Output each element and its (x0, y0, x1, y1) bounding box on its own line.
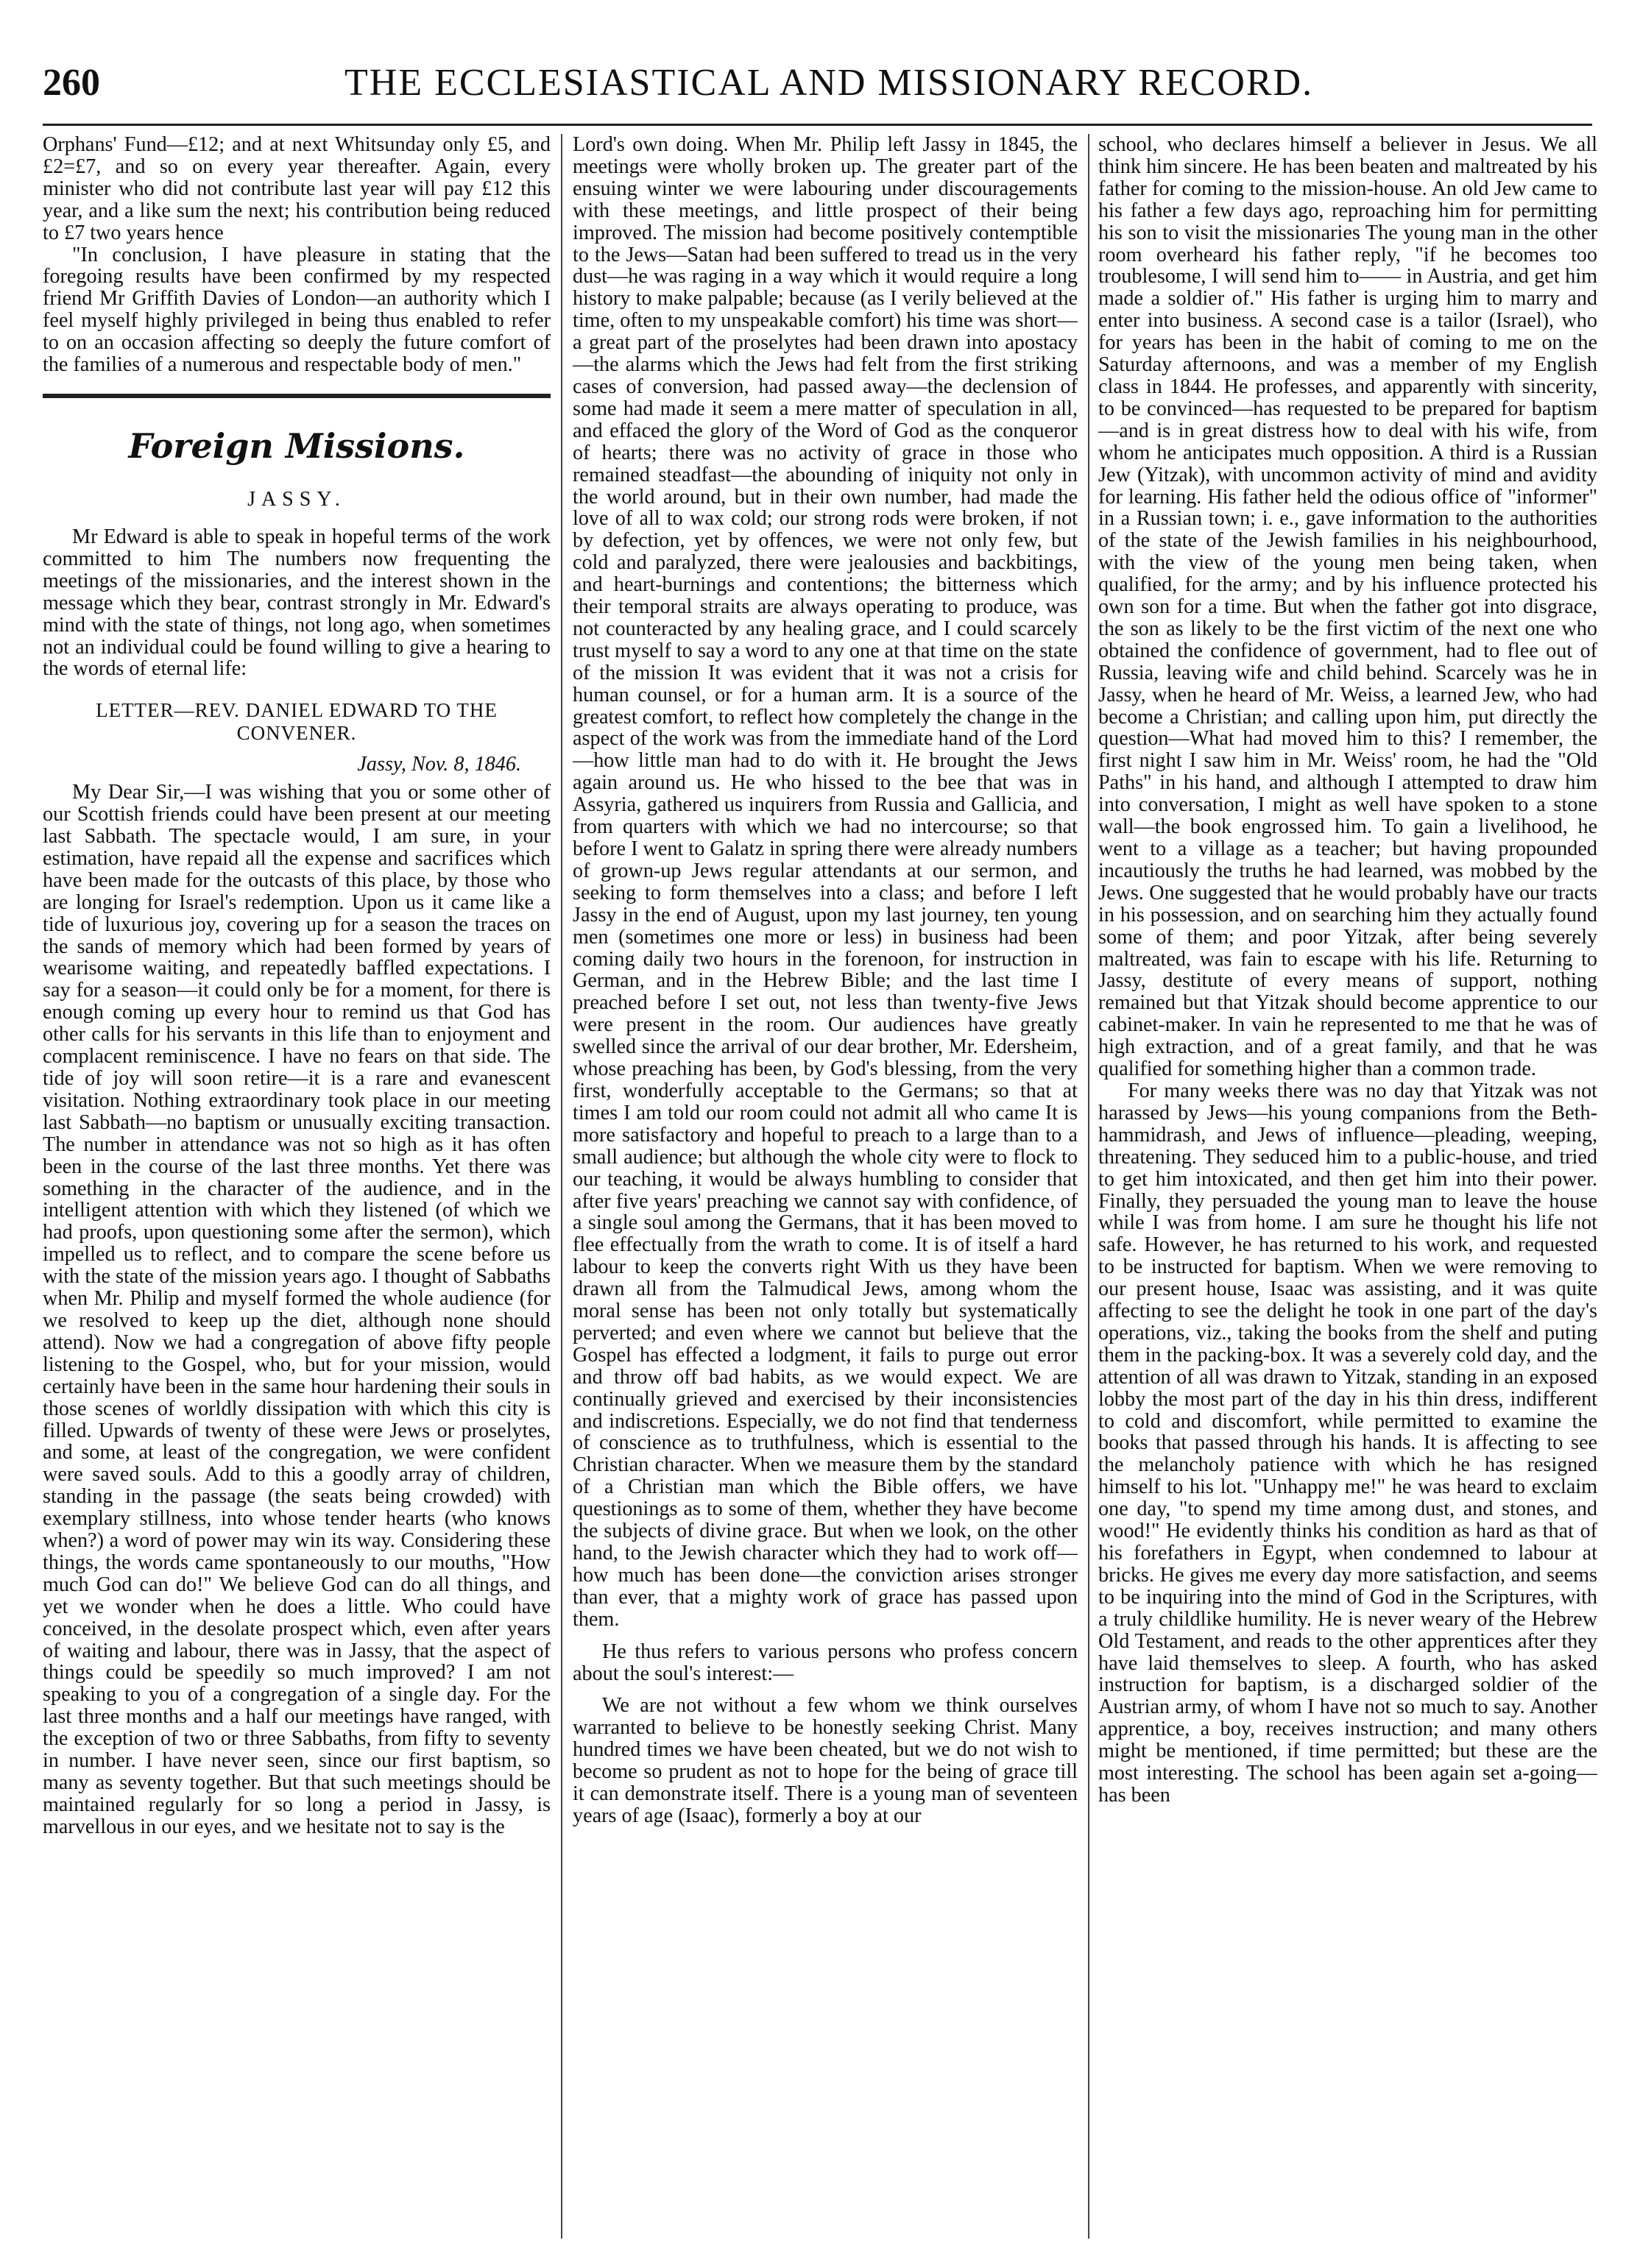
paragraph: "In conclusion, I have pleasure in stating that the foregoing results have been confirmed by my respected friend Mr Griffith Davies of London—an authority which I feel myself highly privileged in being thus enabled to refer to on an occasion affecting so deeply the future comfort of the families of a numerous and respectable body of men." (43, 243, 551, 377)
letter-heading: LETTER—REV. DANIEL EDWARD TO THE CONVENER. (96, 699, 498, 745)
column-1 (43, 134, 551, 2246)
column-divider (1088, 134, 1089, 2239)
paragraph: He thus refers to various persons who profess concern about the soul's interest:— (573, 1640, 1078, 1685)
column-2 (573, 134, 1078, 2246)
page-header (43, 57, 1592, 116)
header-rule (43, 124, 1592, 126)
column-divider (561, 134, 562, 2239)
paragraph: Mr Edward is able to speak in hopeful terms of the work committed to him The numbers now frequenting the meetings of the missionaries, and the interest shown in the message which they bear, contrast strongly in Mr. Edward's mind with the state of things, not long ago, when sometimes not an individual could be found willing to give a hearing to the words of eternal life: (43, 525, 551, 681)
column-3 (1098, 134, 1597, 2246)
section-rule (43, 394, 551, 398)
paragraph: school, who declares himself a believer in Jesus. We all think him sincere. He has been beaten and maltreated by his father for coming to the mission-house. An old Jew came to his father a few days ago, reproaching him for permitting his son to visit the missionaries The young man in the other room overheard his father reply, "if he becomes too troublesome, I will send him to—— in Austria, and get him made a soldier of." His father is urging him to marry and enter into business. A second case is a tailor (Israel), who for years has been in the habit of coming to me on the Saturday afternoons, and was a member of my English class in 1844. He professes, and apparently with sincerity, to be convinced—has requested to be prepared for baptism—and is in great distress how to deal with his wife, from whom he anticipates much opposition. A third is a Russian Jew (Yitzak), with uncommon activity of mind and avidity for learning. His father held the odious office of "informer" in a Russian town; i. e., gave information to the authorities of the state of the Jewish families in his neighbourhood, with the view of the young men being taken, when qualified, for the army; and by his influence protected his own son for a time. But when the father got into disgrace, the son as likely to be the first victim of the next one who obtained the confidence of government, had to flee out of Russia, leaving wife and child behind. Scarcely was he in Jassy, when he heard of Mr. Weiss, a learned Jew, who had become a Christian; and calling upon him, put directly the question—What had moved him to this? I remember, the first night I saw him in Mr. Weiss' room, he had the "Old Paths" in his hand, and although I attempted to draw him into conversation, I might as well have spoken to a stone wall—the book engrossed him. To gain a livelihood, he went to a village as a teacher; but having propounded incautiously the truths he had learned, was mobbed by the Jews. One suggested that he would probably have our tracts in his possession, and on searching him they actually found some of them; and poor Yitzak, after being severely maltreated, was fain to escape with his life. Returning to Jassy, destitute of every means of support, nothing remained but that Yitzak should become apprentice to our cabinet-maker. In vain he represented to me that he was of high extraction, and of a great family, and that he was qualified for something higher than a common trade. (1098, 134, 1597, 1081)
page-number: 260 (43, 62, 100, 104)
paragraph: Lord's own doing. When Mr. Philip left Jassy in 1845, the meetings were wholly broken up. The greater part of the ensuing winter we were labouring under discouragements with these meetings, and little prospect of their being improved. The mission had become positively contemptible to the Jews—Satan had been suffered to tread us in the very dust—he was raging in a way which it would require a long history to make palpable; because (as I verily believed at the time, often to my unspeakable comfort) his time was short—a great part of the proselytes had been drawn into apostacy—the alarms which the Jews had felt from the first striking cases of conversion, had passed away—the declension of some had made it seem a mere matter of speculation in all, and effaced the glory of the Word of God as the conqueror of hearts; there was no activity of grace in those who remained steadfast—the abounding of iniquity not only in the world around, but in their own number, had made the love of all to wax cold; our strong rods were broken, if not by defection, yet by offences, we were not only few, but cold and paralyzed, there were jealousies and backbitings, and heart-burnings and contentions; the bitterness which their temporal straits are always operating to produce, was not counteracted by any healing grace, and I could scarcely trust myself to say a word to any one at that time on the state of the mission It was evident that it was not a crisis for human counsel, or for a human arm. It is a source of the greatest comfort, to reflect how completely the change in the aspect of the work was from the immediate hand of the Lord—how little man had to do with it. He brought the Jews again around us. He who hissed to the bee that was in Assyria, gathered us inquirers from Russia and Gallicia, and from quarters with which we had no intercourse; so that before I went to Galatz in spring there were already numbers of grown-up Jews regular attendants at our sermon, and seeking to form themselves into a class; and before I left Jassy in the end of August, upon my last journey, ten young men (sometimes one more or less) in business had been coming daily two hours in the forenoon, for instruction in German, and in the Hebrew Bible; and the last time I preached before I set out, not less than twenty-five Jews were present in the room. Our audiences have greatly swelled since the arrival of our dear brother, Mr. Edersheim, whose preaching has been, by God's blessing, from the very first, wonderfully acceptable to the Germans; so that at times I am told our room could not admit all who came It is more satisfactory and hopeful to preach to a large than to a small audience; but although the whole city were to flock to our teaching, it would be always humbling to consider that after five years' preaching we cannot say with confidence, of a single soul among the Germans, that it has been moved to flee effectually from the wrath to come. It is of itself a hard labour to keep the converts right With us they have been drawn all from the Talmudical Jews, among whom the moral sense has been not only totally but systematically perverted; and even where we cannot but believe that the Gospel has effected a lodgment, it fails to purge out error and throw off bad habits, as we would expect. We are continually grieved and exercised by their inconsistencies and indiscretions. Especially, we do not find that tenderness of conscience as to truthfulness, which is essential to the Christian character. When we measure them by the standard of a Christian man which the Bible offers, we have questionings as to some of them, whether they have become the subjects of divine grace. But when we look, on the other hand, to the Jewish character which they had to work off—how much has been done—the conviction arises stronger than ever, that a mighty work of grace has passed upon them. (573, 134, 1078, 1631)
dateline: Jassy, Nov. 8, 1846. (357, 753, 521, 776)
paragraph: My Dear Sir,—I was wishing that you or some other of our Scottish friends could have been present at our meeting last Sabbath. The spectacle would, I am sure, in your estimation, have repaid all the expense and sacrifices which have been made for the outcasts of this place, by those who are longing for Israel's redemption. Upon us it came like a tide of luxurious joy, covering up for a season the traces on the sands of memory which had been formed by years of wearisome waiting, and repeatedly baffled expectations. I say for a season—it could only be for a moment, for there is enough coming up every hour to remind us that God has other calls for his servants in this life than to enjoyment and complacent reminiscence. I have no fears on that side. The tide of joy will soon retire—it is a rare and evanescent visitation. Nothing extraordinary took place in our meeting last Sabbath—no baptism or unusually exciting transaction. The number in attendance was not so high as it has often been in the course of the last three months. Yet there was something in the character of the audience, and in the intelligent attention with which they listened (of which we had proofs, upon questioning some after the sermon), which impelled us to reflect, and to compare the scene before us with the state of the mission years ago. I thought of Sabbaths when Mr. Philip and myself formed the whole audience (for we resolved to keep up the diet, although none should attend). Now we had a congregation of above fifty people listening to the Gospel, who, but for your mission, would certainly have been in the same hour hardening their souls in those scenes of worldly dissipation with which this city is filled. Upwards of twenty of these were Jews or proselytes, and some, at least of the congregation, we were confident were saved souls. Add to this a goodly array of children, standing in the passage (the seats being crowded) with exemplary stillness, into whose tender hearts (who knows when?) a word of power may win its way. Considering these things, the words came spontaneously to our mouths, "How much God can do!" We believe God can do all things, and yet we wonder when he does a little. Who could have conceived, in the desolate prospect which, even after years of waiting and labour, there was in Jassy, that the aspect of things could be speedily so much improved? I am not speaking to you of a congregation of a single day. For the last three months and a half our meetings have ranged, with the exception of two or three Sabbaths, from fifty to seventy in number. I have never seen, since our first baptism, so many as seventy together. But that such meetings should be maintained regularly for so long a period in Jassy, is marvellous in our eyes, and we hesitate not to say is the (43, 781, 551, 1838)
paragraph: For many weeks there was no day that Yitzak was not harassed by Jews—his young companions from the Beth-hammidrash, and Jews of influence—pleading, weeping, threatening. They seduced him to a public-house, and tried to get him intoxicated, and then get him into their power. Finally, they persuaded the young man to leave the house while I was from home. I am sure he thought his life not safe. However, he has returned to his work, and requested to be instructed for baptism. When we were removing to our present house, Isaac was assisting, and it was quite affecting to see the delight he took in one part of the day's operations, viz., taking the books from the shelf and puting them in the packing-box. It was a severely cold day, and the attention of all was drawn to Yitzak, standing in an exposed lobby the most part of the day in his thin dress, indifferent to cold and discomfort, while permitted to examine the books that passed through his hands. It is affecting to see the melancholy patience with which he has resigned himself to his lot. "Unhappy me!" he was heard to exclaim one day, "to spend my time among dust, and stones, and wood!" He evidently thinks his condition as hard as that of his forefathers in Egypt, when condemned to labour at bricks. He gives me every day more satisfaction, and seems to be inquiring into the mind of God in the Scriptures, with a truly childlike humility. He is never weary of the Hebrew Old Testament, and reads to the other apprentices after they have laid themselves to sleep. A fourth, who has asked instruction for baptism, is a discharged soldier of the Austrian army, of whom I have not so much to say. Another apprentice, a boy, receives instruction; and many others might be mentioned, if time permitted; but these are the most interesting. The school has been again set a-going—has been (1098, 1079, 1597, 1807)
section-title: Foreign Missions. (128, 425, 465, 466)
running-title: THE ECCLESIASTICAL AND MISSIONARY RECORD. (344, 62, 1314, 104)
place-heading: JASSY. (247, 487, 346, 511)
paragraph: We are not without a few whom we think ourselves warranted to believe to be honestly seeking Christ. Many hundred times we have been cheated, but we do not wish to become so prudent as not to hope for the being of grace till it can demonstrate itself. There is a young man of seventeen years of age (Isaac), formerly a boy at our (573, 1694, 1078, 1827)
paragraph: Orphans' Fund—£12; and at next Whitsunday only £5, and £2=£7, and so on every year thereafter. Again, every minister who did not contribute last year will pay £12 this year, and a like sum the next; his contribution being reduced to £7 two years hence (43, 134, 551, 244)
